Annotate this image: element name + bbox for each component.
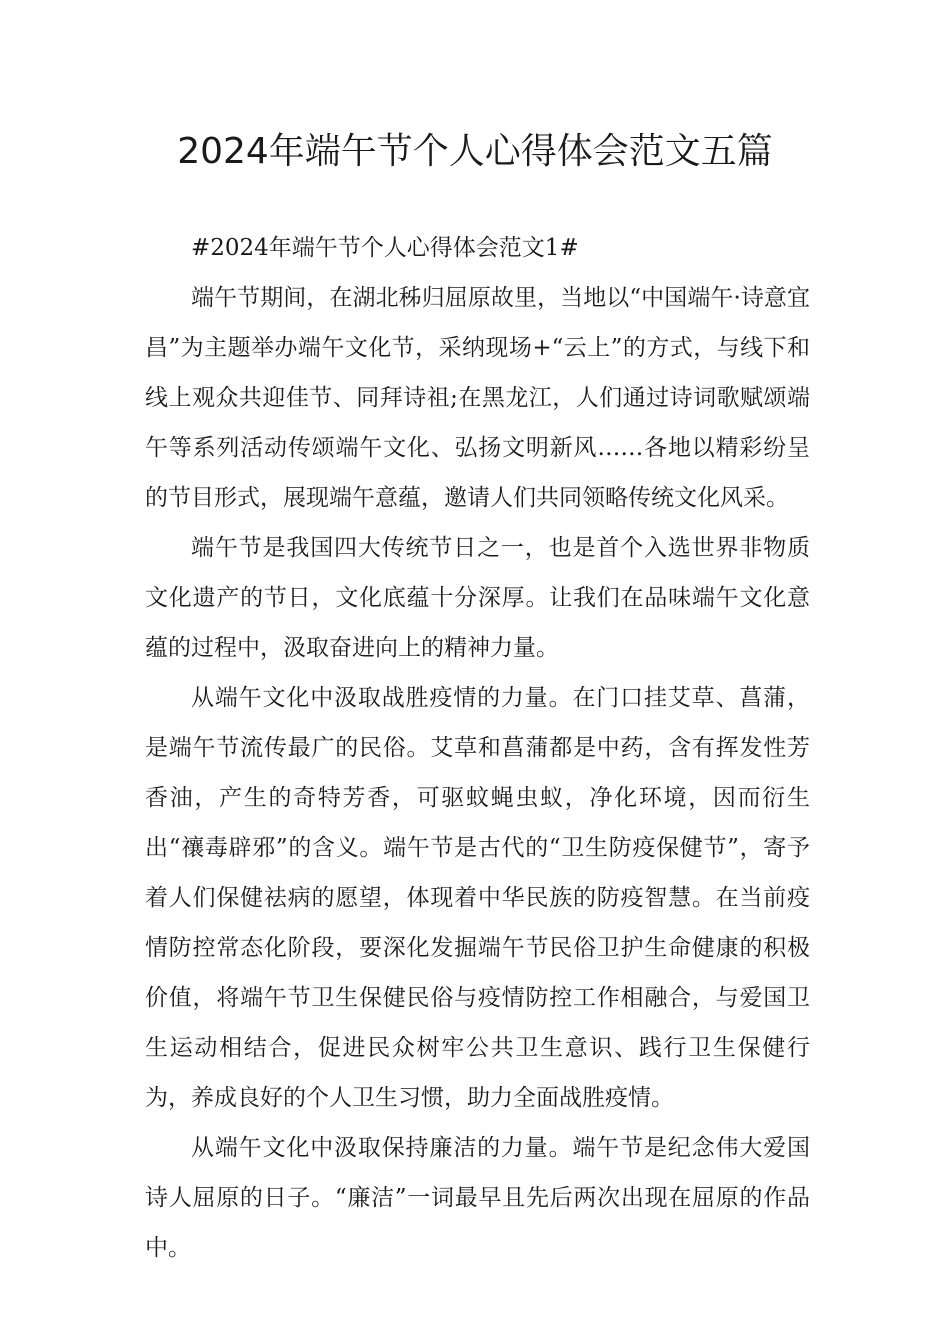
paragraph: 从端午文化中汲取战胜疫情的力量。在门口挂艾草、菖蒲，是端午节流传最广的民俗。艾草和菖蒲都是中药，含有挥发性芳香油，产生的奇特芳香，可驱蚊蝇虫蚁，净化环境，因而衍生出“禳毒辟邪”的含义。端午节是古代的“卫生防疫保健节”，寄予着人们保健祛病的愿望，体现着中华民族的防疫智慧。在当前疫情防控常态化阶段，要深化发掘端午节民俗卫护生命健康的积极价值，将端午节卫生保健民俗与疫情防控工作相融合，与爱国卫生运动相结合，促进民众树牢公共卫生意识、践行卫生保健行为，养成良好的个人卫生习惯，助力全面战胜疫情。 bbox=[145, 685, 810, 1111]
document-title: 2024年端午节个人心得体会范文五篇 bbox=[177, 131, 773, 172]
section-heading: #2024年端午节个人心得体会范文1# bbox=[191, 235, 579, 261]
paragraph: 端午节是我国四大传统节日之一，也是首个入选世界非物质文化遗产的节日，文化底蕴十分深厚。让我们在品味端午文化意蕴的过程中，汲取奋进向上的精神力量。 bbox=[145, 535, 810, 661]
document-body bbox=[145, 223, 810, 1273]
paragraph: 从端午文化中汲取保持廉洁的力量。端午节是纪念伟大爱国诗人屈原的日子。“廉洁”一词最早且先后两次出现在屈原的作品中。 bbox=[145, 1135, 810, 1261]
paragraph: 端午节期间，在湖北秭归屈原故里，当地以“中国端午·诗意宜昌”为主题举办端午文化节，采纳现场+“云上”的方式，与线下和线上观众共迎佳节、同拜诗祖;在黑龙江，人们通过诗词歌赋颂端午等系列活动传颂端午文化、弘扬文明新风……各地以精彩纷呈的节目形式，展现端午意蕴，邀请人们共同领略传统文化风采。 bbox=[145, 285, 810, 511]
